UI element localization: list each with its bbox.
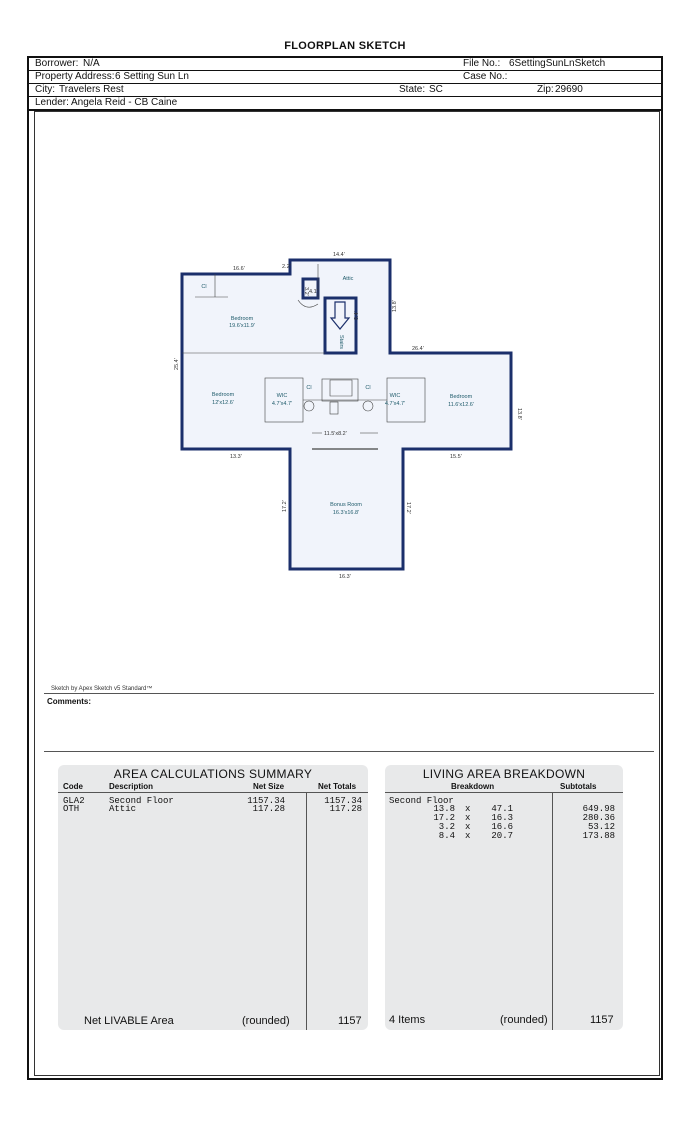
area-summary-title: AREA CALCULATIONS SUMMARY (113, 767, 313, 781)
dim-top-left: 16.6' (233, 266, 245, 272)
address-value: 6 Setting Sun Ln (115, 71, 189, 82)
room-bedroom-3-size: 11.6'x12.6' (448, 402, 474, 408)
dim-stair-a: 3.2' (303, 287, 309, 296)
breakdown-sub-1: 649.98 (582, 804, 615, 814)
state-label: State: (399, 84, 426, 95)
area-summary-head-rule (58, 792, 368, 793)
room-bedroom-1: Bedroom (230, 316, 254, 322)
dim-bonus-left: 17.2' (282, 500, 288, 512)
breakdown-group: Second Floor (389, 796, 454, 806)
room-bedroom-2-size: 12'x12.6' (212, 400, 234, 406)
room-closet-1: Cl (201, 284, 207, 290)
dim-bottom-right: 15.5' (450, 454, 462, 460)
table-row-desc-2: Attic (109, 804, 137, 814)
col-description: Description (109, 782, 154, 791)
breakdown-rounded: (rounded) (500, 1014, 548, 1026)
divider-top (44, 693, 654, 694)
zip-label: Zip: (537, 84, 554, 95)
dim-hall: 11.5'x8.2' (324, 431, 347, 437)
breakdown-sub-3: 53.12 (587, 822, 615, 832)
file-value: 6SettingSunLnSketch (509, 58, 606, 69)
table-row-desc-1: Second Floor (109, 796, 174, 806)
page-title: FLOORPLAN SKETCH (284, 40, 406, 52)
area-summary-panel (58, 765, 368, 1030)
room-wic-2-size: 4.7'x4.7' (384, 401, 406, 407)
net-livable-rounded: (rounded) (242, 1015, 290, 1027)
breakdown-a-2: 17.2 (433, 813, 455, 823)
room-attic: Attic (342, 276, 354, 282)
breakdown-sub-4: 173.88 (582, 831, 615, 841)
comments-label: Comments: (47, 697, 92, 706)
table-row-code-1: GLA2 (63, 796, 85, 806)
area-summary-col-rule (306, 792, 307, 1030)
dim-attic-top: 14.4' (333, 252, 345, 258)
lender-value: Angela Reid - CB Caine (71, 97, 178, 108)
breakdown-b-4: 20.7 (491, 831, 513, 841)
breakdown-x-1: x (465, 804, 471, 814)
zip-value: 29690 (555, 84, 583, 95)
col-breakdown: Breakdown (451, 782, 495, 791)
room-wic-1: WIC (276, 393, 288, 399)
sketch-credit: Sketch by Apex Sketch v5 Standard™ (51, 686, 153, 692)
case-label: Case No.: (463, 71, 508, 82)
breakdown-x-3: x (465, 822, 471, 832)
col-code: Code (63, 782, 83, 791)
table-row-net-2: 117.28 (252, 804, 285, 814)
room-wic-2: WIC (389, 393, 401, 399)
net-livable-value: 1157 (338, 1015, 362, 1027)
breakdown-x-2: x (465, 813, 471, 823)
breakdown-b-3: 16.6 (491, 822, 513, 832)
breakdown-x-4: x (465, 831, 471, 841)
room-bonus: Bonus Room (330, 502, 362, 508)
col-net-totals: Net Totals (318, 782, 357, 791)
dim-stair-b: 4.1' (309, 289, 318, 295)
col-net-size: Net Size (253, 782, 285, 791)
breakdown-b-1: 47.1 (491, 804, 513, 814)
room-stairs: Stairs (338, 334, 344, 350)
city-value: Travelers Rest (59, 84, 124, 95)
room-closet-3: Cl (365, 385, 371, 391)
breakdown-items-count: 4 Items (389, 1014, 426, 1026)
table-row-total-1: 1157.34 (324, 796, 362, 806)
borrower-label: Borrower: (35, 58, 79, 69)
borrower-value: N/A (83, 58, 100, 69)
lender-label: Lender: (35, 97, 69, 108)
living-breakdown-col-rule (552, 792, 553, 1030)
room-wic-1-size: 4.7'x4.7' (271, 401, 293, 407)
dim-attic-right: 13.8' (392, 300, 398, 312)
dim-bonus-right: 17.2' (405, 502, 411, 514)
dim-right-side: 13.8' (516, 408, 522, 420)
col-subtotals: Subtotals (560, 782, 597, 791)
city-label: City: (35, 84, 55, 95)
room-closet-2: Cl (306, 385, 312, 391)
living-breakdown-title: LIVING AREA BREAKDOWN (422, 767, 586, 781)
breakdown-sub-2: 280.36 (582, 813, 615, 823)
living-breakdown-head-rule (385, 792, 623, 793)
file-label: File No.: (463, 58, 501, 69)
dim-left-side: 25.4' (174, 358, 180, 370)
divider-bottom (44, 751, 654, 752)
dim-top-gap: 2.2' (282, 264, 291, 270)
breakdown-b-2: 16.3 (491, 813, 513, 823)
living-breakdown-panel (385, 765, 623, 1030)
state-value: SC (429, 84, 443, 95)
room-bedroom-2: Bedroom (211, 392, 235, 398)
dim-bonus-bottom: 16.3' (339, 574, 351, 580)
breakdown-a-1: 13.8 (433, 804, 455, 814)
dim-stairs-side: 8.4' (354, 311, 360, 320)
breakdown-total-value: 1157 (590, 1014, 614, 1026)
table-row-code-2: OTH (63, 804, 80, 814)
breakdown-a-3: 3.2 (438, 822, 455, 832)
room-bedroom-3: Bedroom (449, 394, 473, 400)
room-bedroom-1-size: 19.6'x11.9' (229, 323, 255, 329)
dim-bottom-left: 13.3' (230, 454, 242, 460)
breakdown-a-4: 8.4 (438, 831, 455, 841)
net-livable-label: Net LIVABLE Area (84, 1015, 174, 1027)
room-bonus-size: 16.3'x16.8' (332, 510, 360, 516)
table-row-net-1: 1157.34 (247, 796, 285, 806)
address-label: Property Address: (35, 71, 115, 82)
table-row-total-2: 117.28 (329, 804, 362, 814)
dim-right-top: 26.4' (412, 346, 424, 352)
